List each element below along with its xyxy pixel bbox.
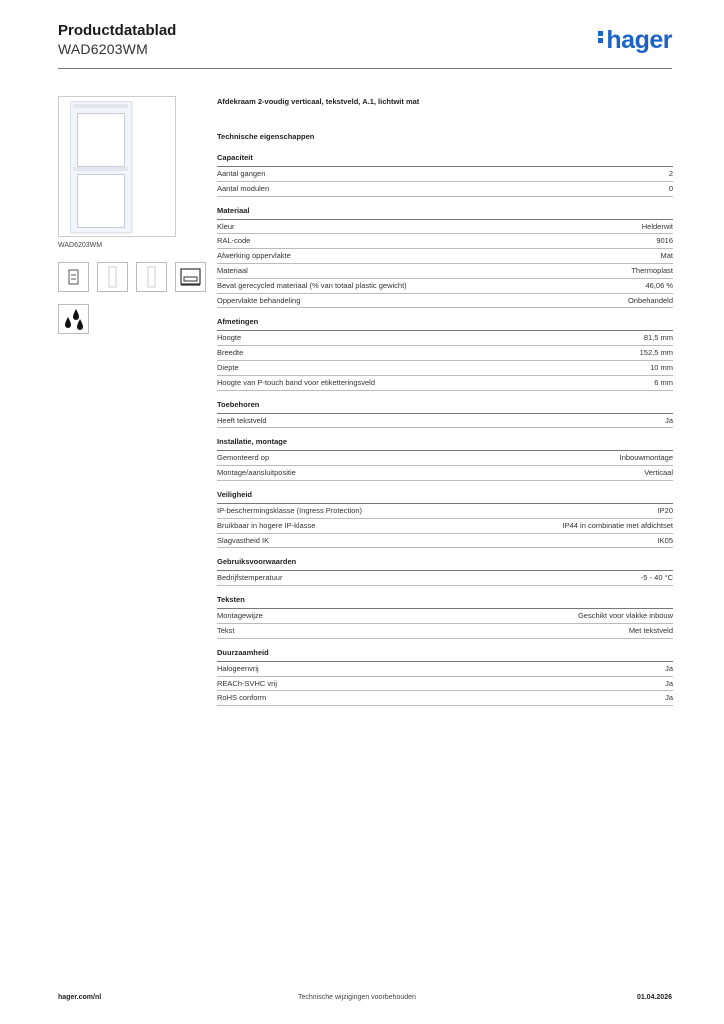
spec-label: Oppervlakte behandeling bbox=[217, 295, 301, 305]
spec-row bbox=[217, 504, 673, 519]
section-title: Gebruiksvoorwaarden bbox=[217, 557, 673, 571]
spec-value: Ja bbox=[665, 663, 673, 673]
spec-value: IP44 in combinatie met afdichtset bbox=[562, 520, 673, 530]
spec-section bbox=[217, 400, 673, 429]
spec-label: Aantal gangen bbox=[217, 169, 266, 178]
spec-value: Verticaal bbox=[644, 468, 673, 478]
tech-properties-title: Technische eigenschappen bbox=[217, 132, 315, 141]
spec-row bbox=[217, 519, 673, 534]
spec-value: Thermoplast bbox=[631, 265, 673, 275]
header-divider bbox=[58, 68, 672, 69]
spec-row bbox=[217, 451, 673, 466]
spec-label: Montage/aansluitpositie bbox=[217, 468, 296, 478]
image-caption: WAD6203WM bbox=[58, 242, 103, 249]
spec-row bbox=[217, 249, 673, 264]
spec-value: Geschikt voor vlakke inbouw bbox=[577, 611, 673, 621]
spec-value: Ja bbox=[665, 693, 673, 703]
product-description: Afdekraam 2-voudig verticaal, tekstveld, A.1, lichtwit mat bbox=[217, 97, 420, 106]
spec-label: Bedrijfstemperatuur bbox=[217, 573, 283, 583]
spec-label: Hoogte van P-touch band voor etiketteringsveld bbox=[217, 377, 376, 387]
spec-row bbox=[217, 414, 673, 429]
spec-label: REACh-SVHC vrij bbox=[217, 678, 278, 688]
spec-row bbox=[217, 331, 673, 346]
spec-value: 0 bbox=[668, 183, 673, 193]
spec-section bbox=[217, 648, 673, 706]
product-code: WAD6203WM bbox=[58, 41, 148, 57]
spec-label: Slagvastheid IK bbox=[217, 535, 270, 545]
spec-row bbox=[217, 279, 673, 294]
spec-label: Materiaal bbox=[217, 265, 248, 275]
spec-value: 9016 bbox=[656, 236, 673, 246]
spec-row bbox=[217, 220, 673, 235]
spec-label: Montagewijze bbox=[217, 611, 263, 621]
spec-row bbox=[217, 677, 673, 692]
spec-label: Hoogte bbox=[217, 333, 242, 343]
spec-row bbox=[217, 264, 673, 279]
page-title: Productdatablad bbox=[58, 22, 177, 39]
hager-logo bbox=[598, 26, 672, 55]
footer-website: hager.com/nl bbox=[58, 994, 102, 1001]
spec-label: Heeft tekstveld bbox=[217, 415, 267, 425]
cover-plate-illustration bbox=[70, 101, 132, 233]
spec-label: Bruikbaar in hogere IP-klasse bbox=[217, 520, 316, 530]
spec-label: IP-beschermingsklasse (Ingress Protection) bbox=[217, 505, 363, 515]
spec-row bbox=[217, 571, 673, 586]
spec-value: Ja bbox=[665, 678, 673, 688]
spec-row bbox=[217, 534, 673, 549]
spec-value: 46,06 % bbox=[645, 280, 673, 290]
water-drops-icon bbox=[58, 304, 89, 334]
footer-disclaimer: Technische wijzigingen voorbehouden bbox=[298, 994, 416, 1001]
spec-label: Diepte bbox=[217, 362, 239, 372]
spec-row bbox=[217, 167, 673, 182]
spec-row bbox=[217, 691, 673, 706]
spec-label: Halogeenvrij bbox=[217, 663, 259, 673]
spec-row bbox=[217, 294, 673, 309]
spec-value: 2 bbox=[668, 169, 673, 178]
section-title: Materiaal bbox=[217, 206, 673, 220]
logo-text: hager bbox=[606, 26, 672, 54]
spec-row bbox=[217, 182, 673, 197]
spec-value: Inbouwmontage bbox=[619, 453, 673, 463]
spec-value: 152,5 mm bbox=[639, 348, 673, 358]
spec-value: Helderwit bbox=[641, 221, 673, 231]
spec-row bbox=[217, 361, 673, 376]
wall-socket-icon bbox=[175, 262, 206, 292]
spec-row bbox=[217, 234, 673, 249]
footer-date: 01.04.2026 bbox=[636, 994, 672, 1001]
spec-value: Onbehandeld bbox=[627, 295, 673, 305]
spec-label: RAL-code bbox=[217, 236, 251, 246]
spec-value: Ja bbox=[665, 415, 673, 425]
product-icons bbox=[58, 262, 206, 292]
spec-label: Aantal modulen bbox=[217, 183, 270, 193]
spec-row bbox=[217, 609, 673, 624]
spec-value: Mat bbox=[660, 251, 673, 261]
logo-dots-icon bbox=[598, 31, 604, 45]
section-title: Teksten bbox=[217, 595, 673, 609]
spec-value: IK05 bbox=[657, 535, 673, 545]
product-image bbox=[58, 96, 176, 237]
spec-section bbox=[217, 490, 673, 548]
spec-section bbox=[217, 595, 673, 639]
spec-section bbox=[217, 437, 673, 481]
spec-section bbox=[217, 206, 673, 309]
spec-value: Met tekstveld bbox=[628, 625, 673, 635]
spec-value: 6 mm bbox=[654, 377, 673, 387]
device-outline-icon bbox=[58, 262, 89, 292]
spec-section bbox=[217, 153, 673, 197]
narrow-frame-icon bbox=[136, 262, 167, 292]
section-title: Duurzaamheid bbox=[217, 648, 673, 662]
section-title: Installatie, montage bbox=[217, 437, 673, 451]
spec-section bbox=[217, 557, 673, 586]
spec-row bbox=[217, 466, 673, 481]
spec-row bbox=[217, 346, 673, 361]
narrow-frame-icon bbox=[97, 262, 128, 292]
spec-value: -5 - 40 °C bbox=[640, 573, 673, 583]
spec-content bbox=[217, 97, 673, 715]
spec-value: IP20 bbox=[657, 505, 673, 515]
spec-label: RoHS conform bbox=[217, 693, 267, 703]
section-title: Veiligheid bbox=[217, 490, 673, 504]
spec-section bbox=[217, 317, 673, 390]
spec-row bbox=[217, 376, 673, 391]
section-title: Toebehoren bbox=[217, 400, 673, 414]
spec-label: Afwerking oppervlakte bbox=[217, 251, 291, 261]
spec-label: Bevat gerecycled materiaal (% van totaal plastic gewicht) bbox=[217, 280, 407, 290]
spec-value: 81,5 mm bbox=[643, 333, 673, 343]
spec-value: 10 mm bbox=[650, 362, 673, 372]
spec-row bbox=[217, 624, 673, 639]
spec-label: Tekst bbox=[217, 625, 235, 635]
section-title: Capaciteit bbox=[217, 153, 673, 167]
spec-label: Gemonteerd op bbox=[217, 453, 270, 463]
spec-label: Kleur bbox=[217, 221, 235, 231]
spec-sections bbox=[217, 153, 673, 706]
spec-row bbox=[217, 662, 673, 677]
spec-label: Breedte bbox=[217, 348, 244, 358]
section-title: Afmetingen bbox=[217, 317, 673, 331]
